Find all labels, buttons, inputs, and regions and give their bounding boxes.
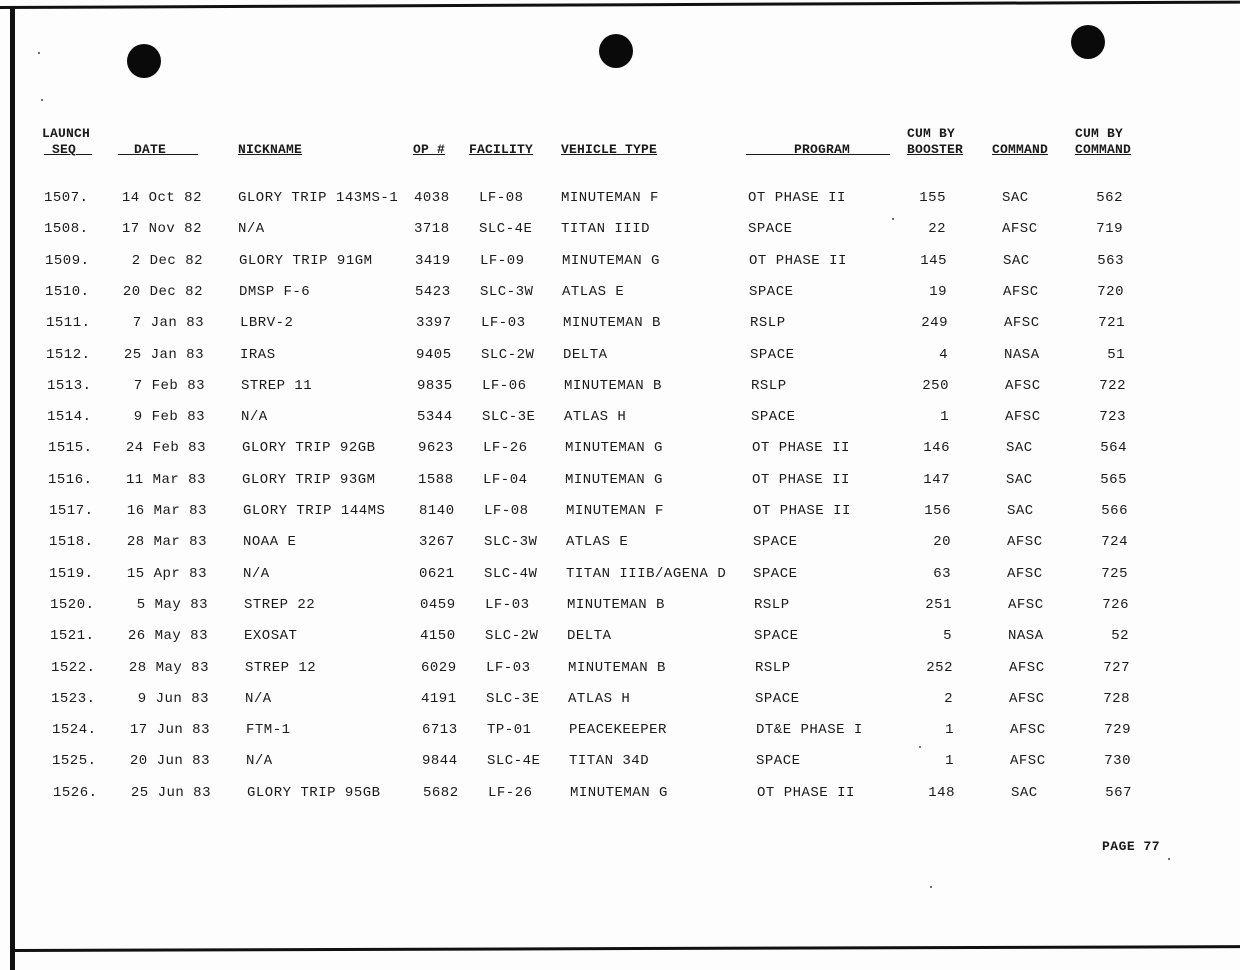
cell-cum-by-command: 725 [1101, 565, 1128, 582]
cell-op-number: 6713 [422, 722, 458, 739]
cell-cum-by-booster: 1 [940, 409, 949, 426]
cell-vehicle-type: MINUTEMAN B [568, 659, 666, 676]
cell-launch-seq: 1523. [51, 690, 96, 707]
cell-nickname: N/A [238, 221, 265, 238]
cell-command: NASA [1008, 628, 1044, 645]
cell-op-number: 6029 [421, 659, 457, 676]
cell-launch-seq: 1520. [50, 596, 95, 613]
cell-op-number: 3267 [419, 534, 455, 551]
cell-cum-by-booster: 1 [945, 753, 954, 770]
cell-command: SAC [1006, 440, 1033, 457]
cell-vehicle-type: MINUTEMAN G [565, 471, 663, 488]
cell-command: AFSC [1002, 221, 1038, 238]
cell-command: AFSC [1009, 659, 1045, 676]
cell-nickname: GLORY TRIP 95GB [247, 784, 381, 801]
cell-cum-by-booster: 146 [923, 440, 950, 457]
cell-program: OT PHASE II [753, 503, 851, 519]
cell-cum-by-command: 724 [1101, 534, 1128, 551]
header-date-text: DATE [134, 142, 167, 157]
cell-cum-by-command: 727 [1103, 659, 1130, 676]
cell-launch-date: 9 Jun 83 [137, 690, 209, 707]
cell-program: SPACE [750, 346, 795, 363]
cell-facility: LF-04 [483, 471, 528, 488]
cell-nickname: N/A [246, 753, 273, 770]
cell-program: RSLP [751, 377, 787, 394]
cell-nickname: GLORY TRIP 91GM [239, 252, 373, 269]
cell-cum-by-booster: 19 [929, 283, 947, 300]
cell-program: RSLP [755, 659, 791, 676]
cell-cum-by-command: 564 [1100, 440, 1127, 457]
cell-launch-seq: 1526. [53, 784, 98, 801]
cell-program: OT PHASE II [757, 784, 855, 801]
page-number: PAGE 77 [1102, 839, 1161, 854]
cell-cum-by-booster: 251 [925, 596, 952, 613]
header-program-text: PROGRAM [794, 142, 851, 157]
cell-launch-date: 20 Jun 83 [129, 753, 210, 770]
cell-nickname: EXOSAT [244, 628, 298, 645]
header-op-number: OP # [413, 142, 446, 157]
cell-command: AFSC [1008, 596, 1044, 613]
cell-op-number: 0459 [420, 596, 456, 613]
cell-vehicle-type: MINUTEMAN B [567, 596, 665, 613]
cell-program: SPACE [754, 628, 799, 645]
cell-op-number: 5344 [417, 409, 453, 426]
table-row [5, 503, 1240, 523]
cell-command: AFSC [1004, 315, 1040, 332]
cell-program: SPACE [749, 283, 794, 300]
cell-op-number: 9844 [422, 753, 458, 770]
cell-cum-by-booster: 1 [945, 722, 954, 739]
table-row [2, 347, 1240, 367]
cell-op-number: 8140 [419, 503, 455, 519]
cell-vehicle-type: ATLAS E [562, 283, 625, 300]
cell-launch-date: 26 May 83 [127, 628, 208, 645]
cell-cum-by-command: 726 [1102, 596, 1129, 613]
cell-vehicle-type: DELTA [563, 346, 608, 363]
cell-vehicle-type: PEACEKEEPER [569, 722, 667, 739]
cell-program: SPACE [756, 753, 801, 770]
cell-launch-date: 20 Dec 82 [122, 283, 203, 300]
cell-vehicle-type: MINUTEMAN F [561, 190, 659, 206]
cell-command: AFSC [1005, 377, 1041, 394]
table-row [2, 315, 1240, 335]
cell-launch-date: 14 Oct 82 [121, 190, 202, 206]
cell-cum-by-booster: 156 [924, 503, 951, 519]
cell-launch-date: 28 May 83 [128, 659, 209, 676]
cell-facility: LF-09 [480, 252, 525, 269]
cell-cum-by-command: 720 [1097, 283, 1124, 300]
cell-launch-date: 11 Mar 83 [125, 471, 206, 488]
cell-launch-date: 25 Jan 83 [123, 346, 204, 363]
cell-vehicle-type: MINUTEMAN G [565, 440, 663, 457]
cell-vehicle-type: TITAN IIID [561, 221, 651, 238]
cell-program: OT PHASE II [749, 252, 847, 269]
cell-launch-date: 24 Feb 83 [125, 440, 206, 457]
cell-launch-date: 17 Jun 83 [129, 722, 210, 739]
cell-facility: TP-01 [487, 722, 532, 739]
cell-cum-by-command: 562 [1096, 190, 1123, 206]
cell-command: AFSC [1007, 534, 1043, 551]
cell-cum-by-command: 52 [1111, 628, 1129, 645]
cell-facility: SLC-3E [486, 690, 540, 707]
cell-launch-seq: 1525. [52, 753, 97, 770]
table-row [6, 597, 1240, 617]
cell-launch-date: 28 Mar 83 [126, 534, 207, 551]
cell-facility: SLC-3E [482, 409, 536, 426]
table-row [1, 253, 1240, 273]
cell-program: OT PHASE II [752, 440, 850, 457]
cell-vehicle-type: TITAN 34D [569, 753, 650, 770]
cell-facility: SLC-4E [487, 753, 541, 770]
cell-cum-by-booster: 155 [919, 190, 946, 206]
cell-nickname: N/A [245, 690, 272, 707]
cell-op-number: 9835 [417, 377, 453, 394]
cell-facility: LF-03 [486, 659, 531, 676]
cell-launch-seq: 1521. [50, 628, 95, 645]
cell-launch-seq: 1515. [48, 440, 93, 457]
table-row [0, 190, 1240, 210]
cell-cum-by-booster: 145 [920, 252, 947, 269]
cell-vehicle-type: ATLAS E [566, 534, 629, 551]
cell-facility: LF-26 [488, 784, 533, 801]
cell-facility: LF-03 [481, 315, 526, 332]
cell-nickname: GLORY TRIP 143MS-1 [238, 190, 399, 206]
cell-cum-by-command: 730 [1104, 753, 1131, 770]
cell-nickname: IRAS [240, 346, 276, 363]
table-row [8, 722, 1240, 742]
cell-vehicle-type: DELTA [567, 628, 612, 645]
cell-program: OT PHASE II [748, 190, 846, 206]
cell-op-number: 5682 [423, 784, 459, 801]
cell-facility: SLC-3W [484, 534, 538, 551]
cell-command: AFSC [1007, 565, 1043, 582]
cell-launch-date: 7 Jan 83 [132, 315, 204, 332]
cell-op-number: 9623 [418, 440, 454, 457]
cell-cum-by-booster: 252 [926, 659, 953, 676]
cell-vehicle-type: MINUTEMAN G [562, 252, 660, 269]
cell-facility: LF-03 [485, 596, 530, 613]
cell-command: AFSC [1010, 753, 1046, 770]
cell-cum-by-booster: 2 [944, 690, 953, 707]
table-row [5, 534, 1240, 554]
cell-launch-date: 7 Feb 83 [133, 377, 205, 394]
cell-command: SAC [1002, 190, 1029, 206]
cell-command: NASA [1004, 346, 1040, 363]
cell-op-number: 0621 [419, 565, 455, 582]
header-nickname: NICKNAME [238, 142, 303, 157]
cell-op-number: 3397 [416, 315, 452, 332]
cell-vehicle-type: MINUTEMAN F [566, 503, 664, 519]
cell-cum-by-command: 565 [1100, 471, 1127, 488]
cell-program: SPACE [753, 534, 798, 551]
cell-program: SPACE [751, 409, 796, 426]
cell-nickname: N/A [243, 565, 270, 582]
cell-launch-date: 16 Mar 83 [126, 503, 207, 519]
cell-cum-by-command: 728 [1103, 690, 1130, 707]
cell-cum-by-command: 563 [1097, 252, 1124, 269]
table-row [7, 660, 1240, 680]
cell-command: SAC [1007, 503, 1034, 519]
cell-launch-date: 15 Apr 83 [126, 565, 207, 582]
cell-vehicle-type: TITAN IIIB/AGENA D [566, 565, 727, 582]
cell-launch-seq: 1511. [46, 315, 91, 332]
cell-facility: SLC-3W [480, 283, 534, 300]
cell-launch-date: 17 Nov 82 [121, 221, 202, 238]
cell-op-number: 3419 [415, 252, 451, 269]
cell-op-number: 9405 [416, 346, 452, 363]
header-command-label-2: COMMAND [1075, 142, 1132, 157]
cell-launch-seq: 1524. [52, 722, 97, 739]
cell-facility: LF-08 [479, 190, 524, 206]
cell-launch-date: 25 Jun 83 [130, 784, 211, 801]
cell-launch-date: 2 Dec 82 [131, 252, 203, 269]
cell-command: SAC [1011, 784, 1038, 801]
cell-launch-seq: 1509. [45, 252, 90, 269]
table-row [6, 628, 1240, 648]
cell-facility: SLC-4W [484, 565, 538, 582]
cell-launch-seq: 1507. [44, 190, 89, 206]
cell-cum-by-booster: 22 [928, 221, 946, 238]
cell-nickname: GLORY TRIP 92GB [242, 440, 376, 457]
cell-launch-seq: 1513. [47, 377, 92, 394]
header-booster-label: BOOSTER [907, 142, 964, 157]
cell-launch-seq: 1516. [48, 471, 93, 488]
cell-cum-by-booster: 249 [921, 315, 948, 332]
cell-cum-by-command: 723 [1099, 409, 1126, 426]
cell-facility: LF-26 [483, 440, 528, 457]
cell-program: DT&E PHASE I [756, 722, 863, 739]
table-row [3, 378, 1240, 398]
cell-program: SPACE [753, 565, 798, 582]
cell-launch-seq: 1512. [46, 346, 91, 363]
table-row [0, 221, 1240, 241]
cell-launch-seq: 1522. [51, 659, 96, 676]
cell-op-number: 4038 [414, 190, 450, 206]
cell-program: RSLP [750, 315, 786, 332]
cell-nickname: LBRV-2 [240, 315, 294, 332]
cell-program: OT PHASE II [752, 471, 850, 488]
cell-vehicle-type: MINUTEMAN G [570, 784, 668, 801]
cell-op-number: 3718 [414, 221, 450, 238]
header-cum-by-label-2: CUM BY [1075, 126, 1124, 141]
cell-command: AFSC [1005, 409, 1041, 426]
cell-command: AFSC [1003, 283, 1039, 300]
header-facility: FACILITY [469, 142, 534, 157]
cell-launch-seq: 1508. [44, 221, 89, 238]
cell-facility: LF-08 [484, 503, 529, 519]
table-row [1, 284, 1240, 304]
cell-nickname: STREP 11 [241, 377, 313, 394]
cell-cum-by-command: 729 [1104, 722, 1131, 739]
cell-cum-by-booster: 148 [928, 784, 955, 801]
table-row [9, 785, 1240, 805]
cell-program: RSLP [754, 596, 790, 613]
cell-facility: SLC-2W [481, 346, 535, 363]
table-row [4, 440, 1240, 460]
cell-op-number: 5423 [415, 283, 451, 300]
cell-cum-by-booster: 4 [939, 346, 948, 363]
cell-vehicle-type: ATLAS H [564, 409, 627, 426]
cell-nickname: FTM-1 [246, 722, 291, 739]
cell-cum-by-command: 722 [1099, 377, 1126, 394]
cell-facility: SLC-2W [485, 628, 539, 645]
cell-cum-by-command: 567 [1105, 784, 1132, 801]
table-row [8, 753, 1240, 773]
cell-op-number: 1588 [418, 471, 454, 488]
cell-launch-seq: 1514. [47, 409, 92, 426]
cell-op-number: 4191 [421, 690, 457, 707]
cell-nickname: STREP 12 [245, 659, 317, 676]
cell-cum-by-booster: 147 [923, 471, 950, 488]
cell-vehicle-type: MINUTEMAN B [564, 377, 662, 394]
cell-nickname: DMSP F-6 [239, 283, 311, 300]
cell-program: SPACE [755, 690, 800, 707]
cell-cum-by-booster: 63 [933, 565, 951, 582]
cell-facility: LF-06 [482, 377, 527, 394]
header-command: COMMAND [992, 142, 1049, 157]
cell-command: AFSC [1009, 690, 1045, 707]
cell-cum-by-command: 566 [1101, 503, 1128, 519]
cell-command: SAC [1003, 252, 1030, 269]
header-seq-text: SEQ [52, 142, 77, 157]
cell-cum-by-booster: 250 [922, 377, 949, 394]
header-cum-by-label: CUM BY [907, 126, 956, 141]
cell-launch-date: 5 May 83 [136, 596, 208, 613]
cell-cum-by-command: 51 [1107, 346, 1125, 363]
cell-launch-seq: 1517. [49, 503, 94, 519]
header-launch-label: LAUNCH [42, 126, 91, 141]
table-row [3, 409, 1240, 429]
cell-cum-by-command: 719 [1096, 221, 1123, 238]
cell-cum-by-booster: 20 [933, 534, 951, 551]
cell-facility: SLC-4E [479, 221, 533, 238]
cell-program: SPACE [748, 221, 793, 238]
cell-nickname: N/A [241, 409, 268, 426]
cell-op-number: 4150 [420, 628, 456, 645]
header-vehicle-type: VEHICLE TYPE [561, 142, 658, 157]
cell-nickname: GLORY TRIP 93GM [242, 471, 376, 488]
cell-launch-seq: 1518. [49, 534, 94, 551]
table-row [5, 566, 1240, 586]
cell-cum-by-command: 721 [1098, 315, 1125, 332]
cell-launch-date: 9 Feb 83 [133, 409, 205, 426]
cell-vehicle-type: ATLAS H [568, 690, 631, 707]
table-row [4, 472, 1240, 492]
cell-nickname: GLORY TRIP 144MS [243, 503, 386, 519]
table-row [7, 691, 1240, 711]
cell-nickname: NOAA E [243, 534, 297, 551]
cell-launch-seq: 1510. [45, 283, 90, 300]
cell-command: SAC [1006, 471, 1033, 488]
cell-command: AFSC [1010, 722, 1046, 739]
cell-nickname: STREP 22 [244, 596, 316, 613]
cell-launch-seq: 1519. [49, 565, 94, 582]
cell-cum-by-booster: 5 [943, 628, 952, 645]
cell-vehicle-type: MINUTEMAN B [563, 315, 661, 332]
